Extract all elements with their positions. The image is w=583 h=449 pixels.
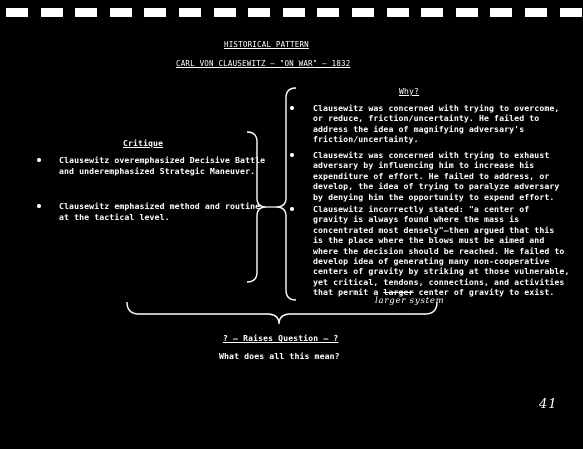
why-brace xyxy=(276,88,296,300)
why-item-2-line-1: Clausewitz was concerned with trying to exhaust xyxy=(313,150,550,160)
raises-question: ? — Raises Question — ? xyxy=(223,334,339,343)
document-subtitle: CARL VON CLAUSEWITZ — "ON WAR" — 1832 xyxy=(176,59,351,68)
why-item-3-line-2: gravity is always found where the mass is xyxy=(313,214,520,225)
why-item-1-line-3: address the idea of magnifying adversary's xyxy=(313,123,525,134)
why-item-3-last-suffix: center of gravity to exist. xyxy=(418,287,555,298)
bottom-brace xyxy=(127,302,437,324)
struck-word: larger xyxy=(383,287,414,298)
why-item-2-line-4: develop, the idea of trying to paralyze adversary xyxy=(313,181,560,192)
critique-brace xyxy=(247,132,266,282)
critique-item-2-line-2: at the tactical level. xyxy=(59,211,170,222)
why-item-3-line-7: centers of gravity by striking at those vulnerable, xyxy=(313,266,570,277)
why-item-1-line-4: friction/uncertainty. xyxy=(313,134,419,145)
why-item-2-line-3: expenditure of effort. He failed to address, or xyxy=(313,170,550,181)
why-item-2-line-2: adversary by influencing him to increase his xyxy=(313,160,535,171)
critique-heading: Critique xyxy=(123,139,164,148)
critique-item-2-line-1: Clausewitz emphasized method and routine xyxy=(59,201,261,211)
why-item-3-last-prefix: that permit a xyxy=(313,287,379,298)
sub-question: What does all this mean? xyxy=(219,351,340,361)
document-title: HISTORICAL PATTERN xyxy=(224,40,309,49)
why-item-3-line-6: develop idea of generating many non-cooperative xyxy=(313,256,550,266)
why-item-3-line-3: concentrated most densely"—then argued that this xyxy=(313,224,555,235)
handwritten-annotation: larger system xyxy=(375,296,445,306)
why-item-3-line-1: Clausewitz incorrectly stated: "a center of xyxy=(313,204,530,214)
why-item-3-line-8: yet critical, tendons, connections, and activities xyxy=(313,276,565,287)
why-item-1-line-2: or reduce, friction/uncertainty. He failed to xyxy=(313,113,540,124)
critique-item-1-line-1: Clausewitz overemphasized Decisive Battle xyxy=(59,155,266,165)
critique-item-1-line-2: and underemphasized Strategic Maneuver. xyxy=(59,165,256,176)
why-item-1-line-1: Clausewitz was concerned with trying to overcome, xyxy=(313,103,560,113)
why-item-2-line-5: by denying him the opportunity to expend effort. xyxy=(313,191,555,202)
why-heading: Why? xyxy=(399,87,420,96)
page-number: 41 xyxy=(539,397,558,412)
why-item-3-line-4: is the place where the blows must be aimed and xyxy=(313,235,545,246)
why-item-3-line-5: where the decision should be reached. He failed to xyxy=(313,245,565,256)
